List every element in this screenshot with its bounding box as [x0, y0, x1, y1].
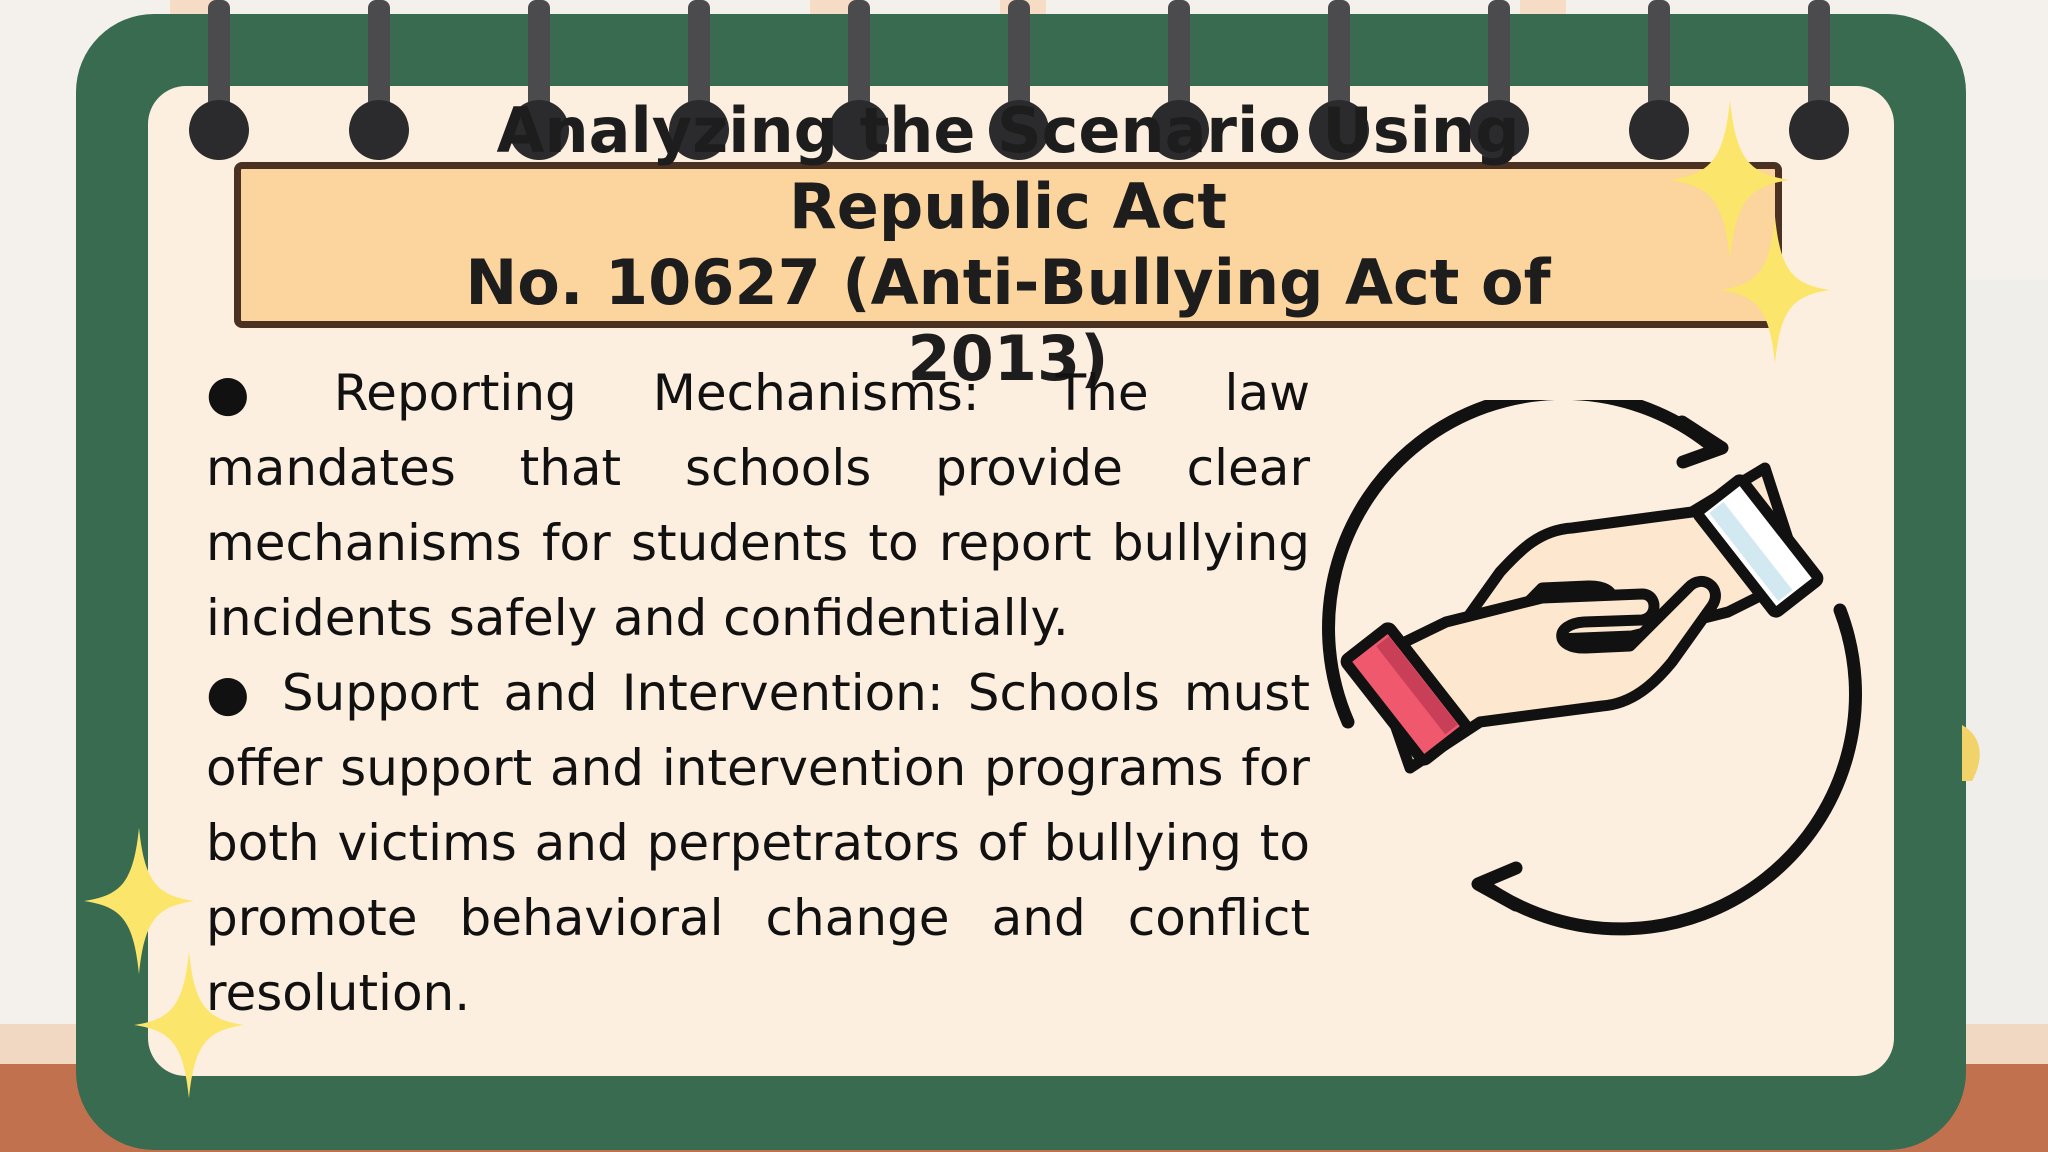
- sparkle-icon: [134, 950, 244, 1100]
- spiral-ring-icon: [184, 0, 254, 170]
- caring-hands-icon: [1320, 400, 1880, 940]
- point-text: Schools must offer support and intervention programs for both victims and perpetrators of bullying to promote behavioral change and conflict resolution.: [206, 664, 1310, 1022]
- slide-title: [358, 93, 1658, 397]
- bullet-icon: ●: [206, 664, 258, 722]
- bullet-icon: ●: [206, 364, 310, 422]
- title-line-1: Analyzing the Scenario Using Republic Act: [496, 94, 1520, 243]
- point-term: Reporting Mechanisms:: [333, 364, 980, 422]
- title-line-2: No. 10627 (Anti-Bullying Act of 2013): [465, 246, 1551, 395]
- sparkle-icon: [1962, 725, 1986, 781]
- point-term: Support and Intervention:: [281, 664, 944, 722]
- sparkle-icon: [1720, 215, 1830, 365]
- slide-body: [206, 356, 1310, 1031]
- bullet-point: [206, 656, 1310, 1031]
- spiral-ring-icon: [1784, 0, 1854, 170]
- point-text: The law mandates that schools provide clear mechanisms for students to report bullying incidents safely and confidentially.: [206, 364, 1310, 647]
- bullet-point: [206, 356, 1310, 656]
